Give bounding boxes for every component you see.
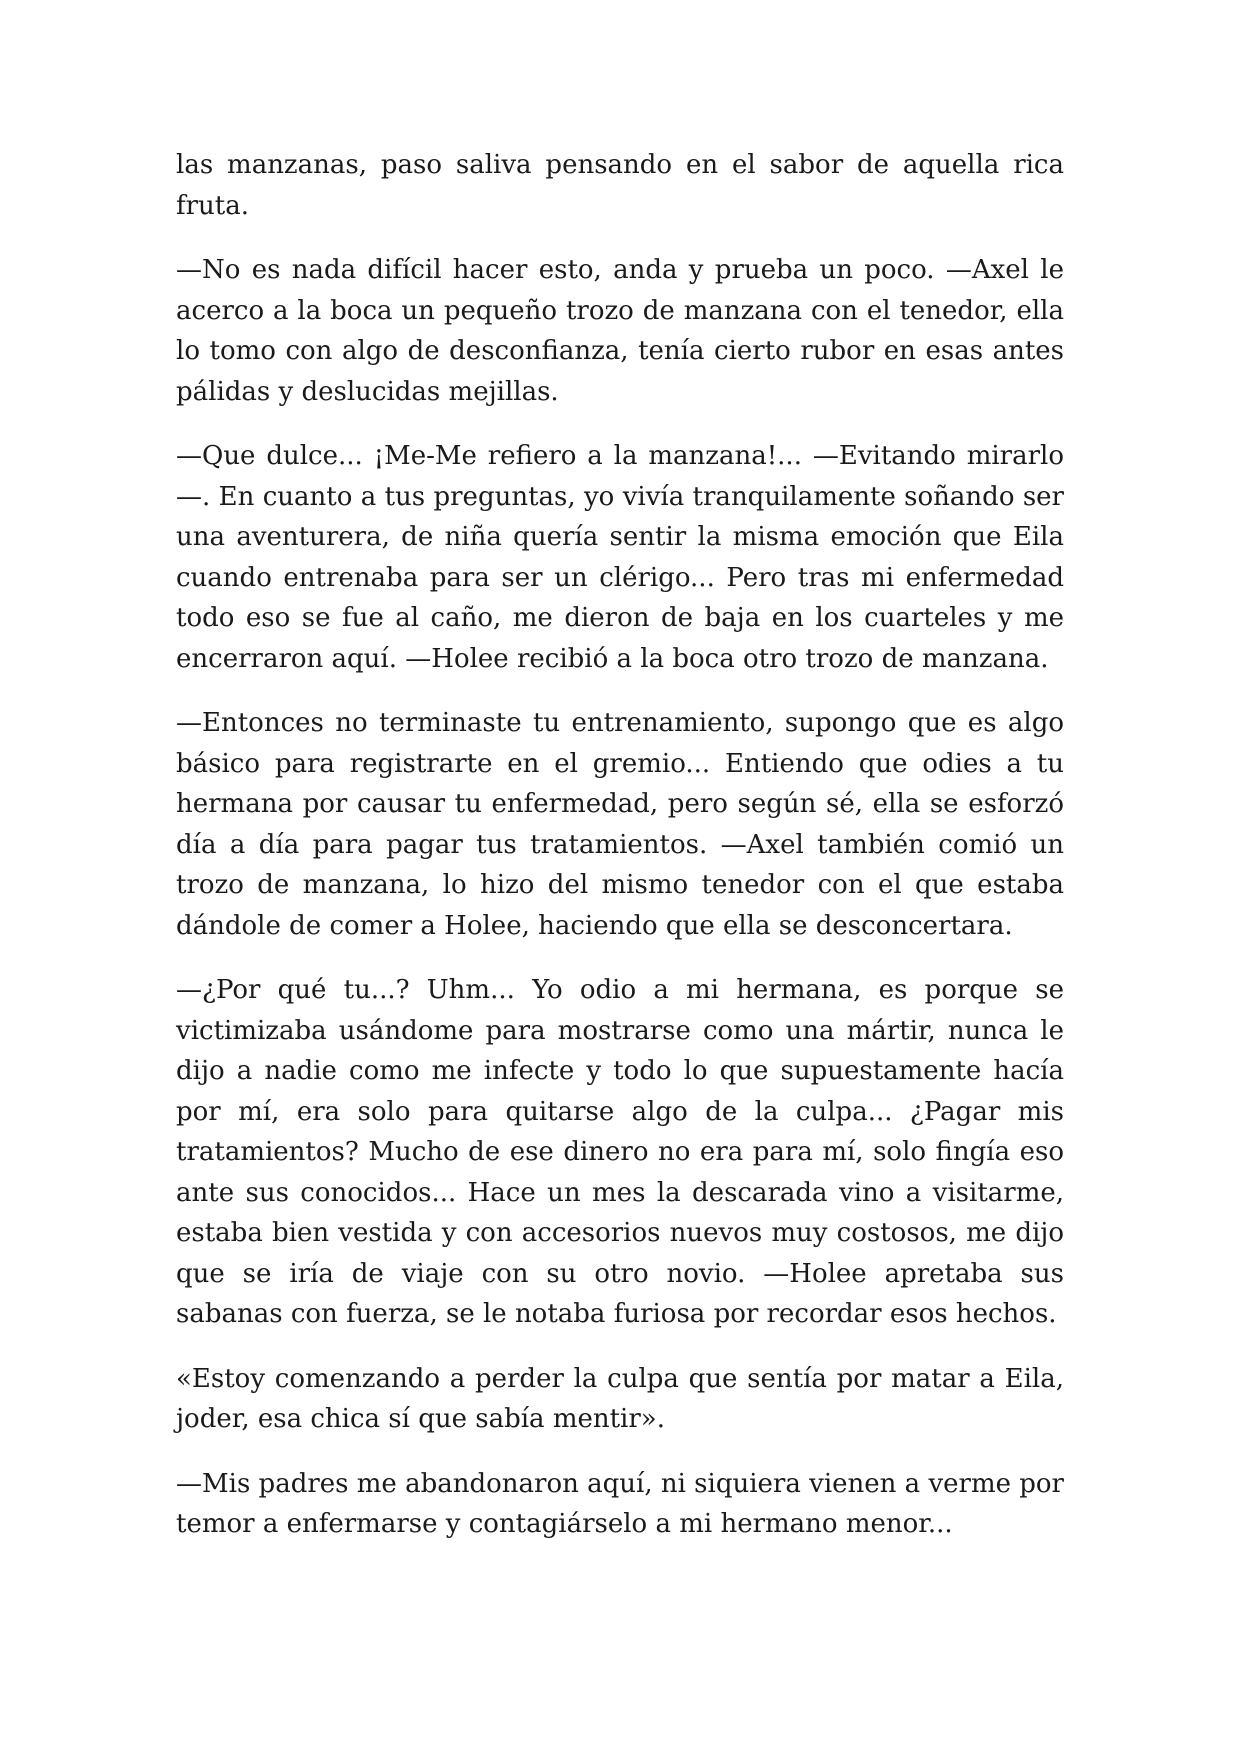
paragraph: —No es nada difícil hacer esto, anda y prueba un poco. —Axel le acerco a la boca un pequeño trozo de manzana con el tenedor, ella lo tomo con algo de desconfianza, tenía cierto rubor en esas antes pálidas y deslucidas mejillas. (176, 255, 1064, 407)
paragraph: —Entonces no terminaste tu entrenamiento, supongo que es algo básico para registrarte en el gremio... Entiendo que odies a tu hermana por causar tu enfermedad, pero según sé, ella se esforzó día a día para pagar tus tratamientos. —Axel también comió un trozo de manzana, lo hizo del mismo tenedor con el que estaba dándole de comer a Holee, haciendo que ella se desconcertara. (176, 708, 1064, 941)
paragraph: —¿Por qué tu...? Uhm... Yo odio a mi hermana, es porque se victimizaba usándome para mostrarse como una mártir, nunca le dijo a nadie como me infecte y todo lo que supuestamente hacía por mí, era solo para quitarse algo de la culpa... ¿Pagar mis tratamientos? Mucho de ese dinero no era para mí, solo fingía eso ante sus conocidos... Hace un mes la descarada vino a visitarme, estaba bien vestida y con accesorios nuevos muy costosos, me dijo que se iría de viaje con su otro novio. —Holee apretaba sus sabanas con fuerza, se le notaba furiosa por recordar esos hechos. (176, 975, 1064, 1329)
document-page (176, 145, 1064, 1569)
paragraph: las manzanas, paso saliva pensando en el sabor de aquella rica fruta. (176, 150, 1064, 221)
paragraph: —Que dulce... ¡Me-Me refiero a la manzana!... —Evitando mirarlo—. En cuanto a tus preguntas, yo vivía tranquilamente soñando ser una aventurera, de niña quería sentir la misma emoción que Eila cuando entrenaba para ser un clérigo... Pero tras mi enfermedad todo eso se fue al caño, me dieron de baja en los cuarteles y me encerraron aquí. —Holee recibió a la boca otro trozo de manzana. (176, 441, 1064, 674)
paragraph: «Estoy comenzando a perder la culpa que sentía por matar a Eila, joder, esa chica sí que sabía mentir». (176, 1363, 1064, 1434)
paragraph: —Mis padres me abandonaron aquí, ni siquiera vienen a verme por temor a enfermarse y contagiárselo a mi hermano menor... (176, 1468, 1064, 1539)
